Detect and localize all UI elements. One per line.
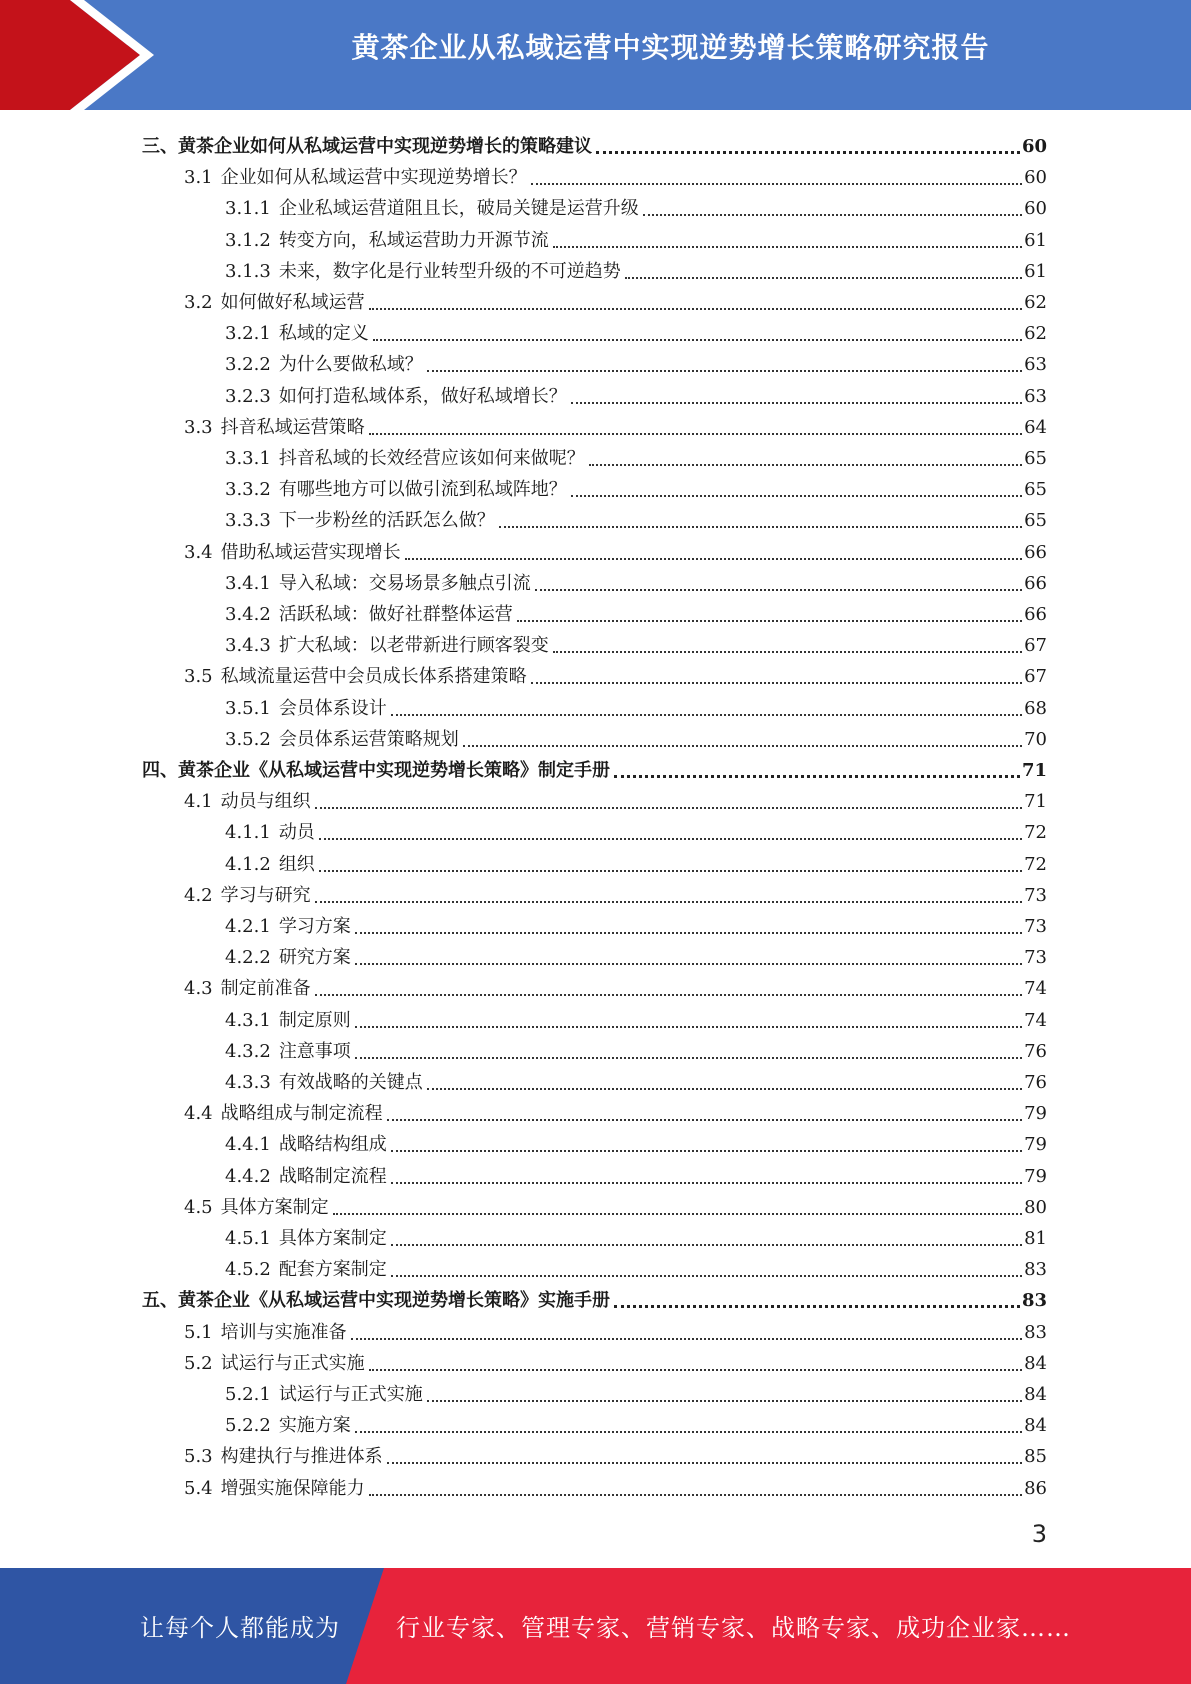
toc-leader-dots — [589, 464, 1022, 466]
toc-entry-number: 3.2.2 — [225, 354, 271, 376]
toc-entry-page: 81 — [1024, 1228, 1047, 1249]
toc-entry-number: 4.3 — [184, 978, 213, 1000]
toc-leader-dots — [391, 1182, 1022, 1184]
toc-entry-number: 4.5 — [184, 1196, 213, 1218]
toc-entry[interactable] — [225, 721, 1047, 752]
toc-entry-title: 抖音私域的长效经营应该如何来做呢？ — [278, 448, 585, 469]
toc-entry-title: 如何打造私域体系，做好私域增长？ — [278, 385, 567, 407]
toc-entry-page: 68 — [1024, 697, 1047, 719]
toc-entry-title: 学习与研究 — [220, 884, 311, 906]
toc-entry[interactable] — [225, 1002, 1047, 1033]
toc-entry[interactable] — [225, 939, 1047, 970]
toc-entry[interactable] — [225, 346, 1047, 377]
toc-entry-page: 67 — [1024, 666, 1047, 688]
page-number: 3 — [1031, 1520, 1047, 1548]
toc-entry-number: 4.3.1 — [225, 1009, 271, 1031]
toc-entry-title: 动员与组织 — [220, 791, 311, 813]
toc-entry-title: 试运行与正式实施 — [278, 1384, 423, 1405]
toc-entry-number: 4.1.1 — [225, 822, 271, 844]
toc-leader-dots — [369, 1494, 1022, 1496]
toc-leader-dots — [553, 246, 1022, 248]
toc-leader-dots — [369, 308, 1022, 310]
toc-entry-page: 83 — [1024, 1321, 1047, 1343]
toc-entry-title: 黄茶企业《从私域运营中实现逆势增长策略》实施手册 — [178, 1290, 610, 1312]
toc-leader-dots — [517, 620, 1022, 622]
toc-entry-page: 74 — [1024, 978, 1047, 1000]
toc-entry-page: 72 — [1024, 822, 1047, 844]
toc-entry-number: 4.2.2 — [225, 947, 271, 969]
toc-entry-title: 扩大私域：以老带新进行顾客裂变 — [278, 635, 549, 657]
toc-entry-number: 4.2.1 — [225, 916, 271, 937]
toc-entry[interactable] — [225, 1126, 1047, 1157]
toc-leader-dots — [355, 1057, 1022, 1059]
toc-entry[interactable] — [225, 471, 1047, 502]
toc-leader-dots — [369, 1369, 1022, 1371]
toc-entry-number: 3.3.1 — [225, 448, 271, 469]
toc-entry[interactable] — [184, 534, 1047, 565]
toc-leader-dots — [625, 277, 1022, 279]
toc-leader-dots — [355, 1431, 1022, 1433]
toc-leader-dots — [391, 1244, 1022, 1246]
toc-leader-dots — [355, 963, 1022, 965]
toc-entry-number: 四、 — [142, 760, 178, 781]
toc-entry-title: 企业私域运营道阻且长，破局关键是运营升级 — [278, 198, 639, 220]
toc-entry[interactable] — [184, 658, 1047, 689]
toc-entry[interactable] — [142, 752, 1047, 783]
toc-entry-number: 4.3.2 — [225, 1040, 271, 1062]
toc-entry[interactable] — [225, 908, 1047, 939]
toc-entry[interactable] — [225, 1064, 1047, 1095]
toc-entry-page: 60 — [1021, 136, 1047, 157]
toc-entry-page: 85 — [1024, 1446, 1047, 1468]
toc-leader-dots — [391, 714, 1022, 716]
toc-leader-dots — [596, 151, 1020, 154]
toc-entry-number: 5.4 — [184, 1477, 213, 1499]
toc-entry[interactable] — [225, 1033, 1047, 1064]
footer-slogan-right: 行业专家、管理专家、营销专家、战略专家、成功企业家…… — [396, 1614, 1071, 1642]
toc-leader-dots — [614, 1305, 1020, 1308]
toc-entry-title: 注意事项 — [278, 1040, 351, 1062]
toc-entry[interactable] — [225, 1251, 1047, 1282]
toc-entry-number: 3.3.2 — [225, 479, 271, 501]
toc-entry-page: 60 — [1024, 198, 1047, 220]
footer-slogan-left: 让每个人都能成为 — [140, 1614, 340, 1642]
toc-entry-page: 76 — [1024, 1040, 1047, 1062]
toc-entry-page: 71 — [1021, 760, 1047, 781]
toc-entry-title: 有哪些地方可以做引流到私域阵地？ — [278, 479, 567, 501]
toc-entry[interactable] — [184, 783, 1047, 814]
toc-entry[interactable] — [225, 596, 1047, 627]
toc-entry-title: 未来，数字化是行业转型升级的不可逆趋势 — [278, 260, 621, 282]
toc-entry-number: 5.2.1 — [225, 1384, 271, 1405]
toc-leader-dots — [319, 838, 1022, 840]
toc-entry[interactable] — [225, 627, 1047, 658]
toc-entry-page: 61 — [1024, 260, 1047, 282]
toc-entry-number: 4.1.2 — [225, 853, 271, 875]
toc-entry-page: 65 — [1024, 448, 1047, 469]
toc-entry-page: 83 — [1021, 1290, 1047, 1312]
toc-entry-title: 黄茶企业《从私域运营中实现逆势增长策略》制定手册 — [178, 760, 610, 781]
toc-entry-page: 65 — [1024, 510, 1047, 532]
toc-leader-dots — [571, 495, 1022, 497]
toc-entry-title: 动员 — [278, 822, 315, 844]
toc-entry-number: 3.1.2 — [225, 229, 271, 251]
toc-leader-dots — [355, 1026, 1022, 1028]
toc-entry-page: 84 — [1024, 1352, 1047, 1374]
toc-entry-title: 制定前准备 — [220, 978, 311, 1000]
toc-entry[interactable] — [184, 1189, 1047, 1220]
toc-entry[interactable] — [225, 378, 1047, 409]
toc-entry-number: 5.2 — [184, 1352, 213, 1374]
toc-entry-page: 66 — [1024, 541, 1047, 563]
toc-entry-page: 73 — [1024, 884, 1047, 906]
toc-entry-page: 79 — [1024, 1103, 1047, 1125]
toc-entry-title: 战略制定流程 — [278, 1165, 387, 1187]
toc-entry-title: 下一步粉丝的活跃怎么做？ — [278, 510, 495, 532]
toc-entry[interactable] — [184, 970, 1047, 1001]
toc-leader-dots — [571, 402, 1022, 404]
toc-entry-page: 63 — [1024, 385, 1047, 407]
toc-leader-dots — [553, 651, 1022, 653]
toc-entry[interactable] — [225, 1158, 1047, 1189]
toc-entry[interactable] — [225, 502, 1047, 533]
toc-entry-number: 3.2.3 — [225, 385, 271, 407]
header-banner — [0, 0, 1191, 110]
toc-entry-page: 80 — [1024, 1196, 1047, 1218]
toc-entry-page: 73 — [1024, 916, 1047, 937]
toc-entry-number: 3.5.2 — [225, 728, 271, 750]
toc-entry-number: 3.1.1 — [225, 198, 271, 220]
toc-entry-title: 为什么要做私域？ — [278, 354, 423, 376]
toc-leader-dots — [463, 745, 1022, 747]
toc-entry-title: 转变方向，私域运营助力开源节流 — [278, 229, 549, 251]
toc-entry-page: 66 — [1024, 572, 1047, 594]
toc-entry-title: 培训与实施准备 — [220, 1321, 347, 1343]
toc-entry-page: 71 — [1024, 791, 1047, 813]
toc-entry[interactable] — [225, 565, 1047, 596]
toc-leader-dots — [355, 932, 1022, 934]
toc-entry-title: 制定原则 — [278, 1009, 351, 1031]
toc-entry-title: 企业如何从私域运营中实现逆势增长？ — [220, 167, 527, 189]
toc-entry-number: 3.5 — [184, 666, 213, 688]
toc-leader-dots — [427, 1088, 1022, 1090]
toc-entry[interactable] — [225, 1376, 1047, 1407]
toc-entry-title: 战略结构组成 — [278, 1134, 387, 1156]
toc-entry-title: 私域流量运营中会员成长体系搭建策略 — [220, 666, 527, 688]
toc-entry-title: 导入私域：交易场景多触点引流 — [278, 572, 531, 594]
toc-entry[interactable] — [184, 1470, 1047, 1501]
toc-entry[interactable] — [225, 440, 1047, 471]
toc-entry[interactable] — [184, 1438, 1047, 1469]
toc-entry-page: 67 — [1024, 635, 1047, 657]
toc-entry[interactable] — [225, 222, 1047, 253]
toc-entry-title: 战略组成与制定流程 — [220, 1103, 383, 1125]
toc-leader-dots — [351, 1338, 1022, 1340]
toc-entry-title: 增强实施保障能力 — [220, 1477, 365, 1499]
toc-leader-dots — [531, 682, 1022, 684]
toc-entry-page: 63 — [1024, 354, 1047, 376]
toc-entry-title: 如何做好私域运营 — [220, 292, 365, 313]
toc-entry-title: 有效战略的关键点 — [278, 1072, 423, 1093]
chevron-arrow-icon — [0, 0, 160, 110]
toc-entry-number: 3.2 — [184, 292, 213, 313]
toc-entry-title: 构建执行与推进体系 — [220, 1446, 383, 1468]
toc-entry-title: 黄茶企业如何从私域运营中实现逆势增长的策略建议 — [178, 136, 592, 157]
toc-entry-page: 79 — [1024, 1165, 1047, 1187]
toc-entry-number: 4.1 — [184, 791, 213, 813]
toc-leader-dots — [369, 433, 1022, 435]
toc-entry-number: 3.3 — [184, 416, 213, 438]
toc-entry-page: 60 — [1024, 167, 1047, 189]
toc-entry-page: 86 — [1024, 1477, 1047, 1499]
toc-entry-page: 62 — [1024, 323, 1047, 345]
toc-entry-number: 3.4.3 — [225, 635, 271, 657]
toc-entry-number: 3.5.1 — [225, 697, 271, 719]
toc-entry-page: 73 — [1024, 947, 1047, 969]
toc-entry-page: 72 — [1024, 853, 1047, 875]
toc-entry[interactable] — [184, 1314, 1047, 1345]
toc-entry-number: 4.5.2 — [225, 1259, 271, 1281]
toc-entry-page: 62 — [1024, 292, 1047, 313]
toc-entry-title: 私域的定义 — [278, 323, 369, 345]
toc-entry-number: 4.4 — [184, 1103, 213, 1125]
toc-entry-number: 4.2 — [184, 884, 213, 906]
toc-entry-number: 3.1.3 — [225, 260, 271, 282]
toc-entry-number: 三、 — [142, 136, 178, 157]
footer-banner — [0, 1568, 1191, 1684]
toc-entry-page: 83 — [1024, 1259, 1047, 1281]
toc-entry-page: 70 — [1024, 728, 1047, 750]
toc-entry-page: 66 — [1024, 604, 1047, 625]
toc-entry-number: 4.3.3 — [225, 1072, 271, 1093]
toc-entry[interactable] — [225, 1220, 1047, 1251]
toc-entry-number: 5.3 — [184, 1446, 213, 1468]
toc-leader-dots — [535, 589, 1022, 591]
toc-leader-dots — [531, 183, 1022, 185]
toc-entry[interactable] — [225, 253, 1047, 284]
toc-leader-dots — [427, 370, 1022, 372]
toc-entry-page: 79 — [1024, 1134, 1047, 1156]
toc-entry-title: 学习方案 — [278, 916, 351, 937]
toc-entry[interactable] — [184, 284, 1047, 315]
toc-leader-dots — [333, 1213, 1022, 1215]
toc-entry-title: 具体方案制定 — [278, 1228, 387, 1249]
toc-entry[interactable] — [184, 1345, 1047, 1376]
toc-entry[interactable] — [225, 690, 1047, 721]
toc-entry-title: 借助私域运营实现增长 — [220, 541, 401, 563]
toc-entry[interactable] — [184, 409, 1047, 440]
toc-leader-dots — [499, 526, 1022, 528]
toc-leader-dots — [319, 870, 1022, 872]
toc-entry-number: 3.4 — [184, 541, 213, 563]
toc-entry-title: 组织 — [278, 853, 315, 875]
toc-entry-page: 76 — [1024, 1072, 1047, 1093]
toc-entry-title: 会员体系设计 — [278, 697, 387, 719]
toc-entry-number: 4.5.1 — [225, 1228, 271, 1249]
toc-entry[interactable] — [184, 1095, 1047, 1126]
toc-entry[interactable] — [225, 846, 1047, 877]
toc-leader-dots — [614, 775, 1020, 778]
toc-leader-dots — [643, 214, 1022, 216]
toc-leader-dots — [315, 807, 1022, 809]
document-title: 黄茶企业从私域运营中实现逆势增长策略研究报告 — [351, 31, 990, 64]
toc-entry-title: 会员体系运营策略规划 — [278, 728, 459, 750]
toc-entry-page: 64 — [1024, 416, 1047, 438]
toc-entry-page: 65 — [1024, 479, 1047, 501]
toc-entry-page: 84 — [1024, 1384, 1047, 1405]
toc-entry-page: 84 — [1024, 1415, 1047, 1437]
toc-entry-number: 3.4.1 — [225, 572, 271, 594]
toc-entry[interactable] — [184, 877, 1047, 908]
toc-entry-number: 4.4.2 — [225, 1165, 271, 1187]
toc-entry-title: 配套方案制定 — [278, 1259, 387, 1281]
toc-entry-number: 3.3.3 — [225, 510, 271, 532]
toc-entry-page: 61 — [1024, 229, 1047, 251]
toc-entry-title: 具体方案制定 — [220, 1196, 329, 1218]
toc-leader-dots — [387, 1462, 1022, 1464]
toc-entry-title: 抖音私域运营策略 — [220, 416, 365, 438]
toc-entry-page: 74 — [1024, 1009, 1047, 1031]
toc-entry-number: 3.4.2 — [225, 604, 271, 625]
toc-leader-dots — [373, 339, 1022, 341]
toc-entry-number: 3.1 — [184, 167, 213, 189]
toc-entry[interactable] — [184, 159, 1047, 190]
toc-entry-title: 试运行与正式实施 — [220, 1352, 365, 1374]
toc-entry[interactable] — [225, 315, 1047, 346]
toc-leader-dots — [315, 994, 1022, 996]
toc-entry-number: 5.1 — [184, 1321, 213, 1343]
toc-entry-title: 实施方案 — [278, 1415, 351, 1437]
toc-entry-number: 五、 — [142, 1290, 178, 1312]
toc-entry-title: 活跃私域：做好社群整体运营 — [278, 604, 513, 625]
toc-entry[interactable] — [225, 1407, 1047, 1438]
toc-entry[interactable] — [142, 1282, 1047, 1313]
toc-entry[interactable] — [225, 190, 1047, 221]
toc-entry[interactable] — [225, 814, 1047, 845]
toc-leader-dots — [391, 1275, 1022, 1277]
toc-leader-dots — [427, 1400, 1022, 1402]
toc-leader-dots — [405, 558, 1022, 560]
toc-entry-number: 4.4.1 — [225, 1134, 271, 1156]
toc-leader-dots — [315, 901, 1022, 903]
toc-leader-dots — [391, 1150, 1022, 1152]
toc-entry-number: 3.2.1 — [225, 323, 271, 345]
toc-entry[interactable] — [142, 128, 1047, 159]
toc-entry-number: 5.2.2 — [225, 1415, 271, 1437]
toc-entry-title: 研究方案 — [278, 947, 351, 969]
toc-leader-dots — [387, 1119, 1022, 1121]
